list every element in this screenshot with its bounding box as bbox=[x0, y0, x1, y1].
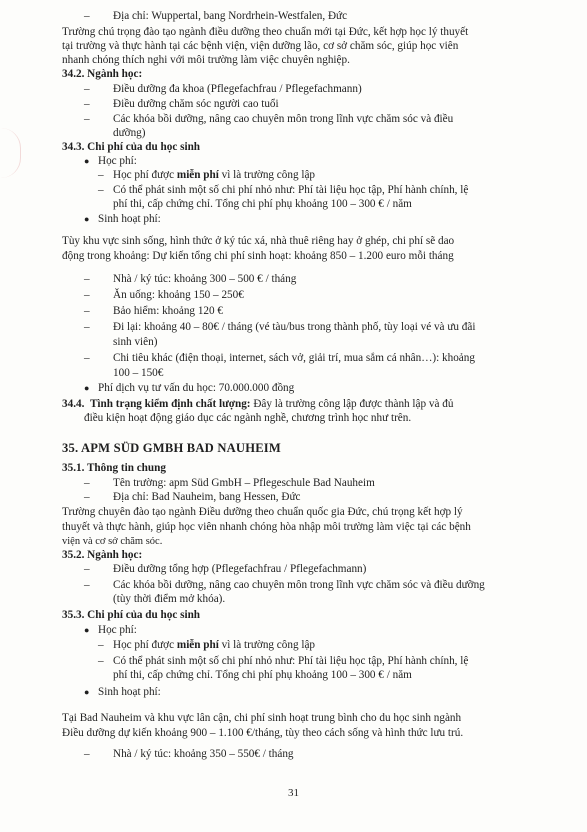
tuition-free: Học phí được miễn phí vì là trường công lập bbox=[113, 169, 316, 181]
bullet: ● bbox=[84, 687, 90, 697]
page-number: 31 bbox=[288, 787, 299, 799]
school-address: Địa chỉ: Bad Nauheim, bang Hessen, Đức bbox=[113, 491, 301, 503]
dash: – bbox=[84, 579, 90, 591]
section-heading: 35.1. Thông tin chung bbox=[62, 462, 166, 474]
list-item: dưỡng) bbox=[113, 127, 146, 139]
section-heading: 35.2. Ngành học: bbox=[62, 549, 143, 561]
fees-text: phí thi, cấp chứng chỉ. Tổng chi phí phụ khoảng 100 – 300 € / năm bbox=[113, 669, 412, 681]
living-text: Tùy khu vực sinh sống, hình thức ở ký túc xá, nhà thuê riêng hay ở ghép, chi phí sẽ dao bbox=[62, 235, 455, 247]
intro-text: thuyết và thực hành, giúp học viên nhanh chóng hòa nhập môi trường làm việc tại các bệnh bbox=[62, 521, 471, 533]
intro-text: nhanh chóng thích nghi với môi trường làm việc chuyên nghiệp. bbox=[62, 54, 350, 66]
fees-text: Có thể phát sinh một số chi phí nhỏ như: Phí tài liệu học tập, Phí hành chính, lệ bbox=[113, 655, 469, 667]
bullet: ● bbox=[84, 156, 90, 166]
label: Sinh hoạt phí: bbox=[98, 213, 161, 225]
living-text: động trong khoảng: Dự kiến tổng chi phí sinh hoạt: khoảng 850 – 1.200 euro mỗi tháng bbox=[62, 250, 454, 262]
dash: – bbox=[84, 10, 90, 22]
list-item: Chi tiêu khác (điện thoại, internet, sách vở, giải trí, mua sắm cá nhân…): khoảng bbox=[113, 352, 475, 364]
fees-text: Có thể phát sinh một số chi phí nhỏ như: Phí tài liệu học tập, Phí hành chính, lệ bbox=[113, 184, 469, 196]
stamp-mark bbox=[0, 128, 21, 178]
list-item: Các khóa bồi dưỡng, nâng cao chuyên môn trong lĩnh vực chăm sóc và điều dưỡng bbox=[113, 579, 485, 591]
section-heading: 34.4. Tình trạng kiểm định chất lượng: Đây là trường công lập được thành lập và đủ bbox=[62, 398, 454, 410]
intro-text: viện và cơ sở chăm sóc. bbox=[62, 536, 163, 547]
dash: – bbox=[84, 321, 90, 333]
list-item: Điều dưỡng tổng hợp (Pflegefachfrau / Pflegefachmann) bbox=[113, 563, 367, 575]
dash: – bbox=[84, 113, 90, 125]
dash: – bbox=[98, 169, 104, 181]
list-item: 100 – 150€ bbox=[113, 367, 164, 379]
list-item: Bảo hiểm: khoảng 120 € bbox=[113, 305, 223, 317]
dash: – bbox=[84, 83, 90, 95]
dash: – bbox=[84, 305, 90, 317]
bullet: ● bbox=[84, 383, 90, 393]
dash: – bbox=[84, 563, 90, 575]
intro-text: Trường chú trọng đào tạo ngành điều dưỡng theo chuẩn mới tại Đức, kết hợp học lý thuyết bbox=[62, 26, 469, 38]
section-heading: 34.3. Chi phí của du học sinh bbox=[62, 141, 201, 153]
chapter-title: 35. APM SÜD GMBH BAD NAUHEIM bbox=[62, 441, 281, 455]
dash: – bbox=[84, 748, 90, 760]
list-item: Nhà / ký túc: khoảng 350 – 550€ / tháng bbox=[113, 748, 294, 760]
intro-text: Trường chuyên đào tạo ngành Điều dưỡng theo chuẩn quốc gia Đức, chú trọng kết hợp lý bbox=[62, 506, 463, 518]
section-heading: 34.2. Ngành học: bbox=[62, 68, 143, 80]
dash: – bbox=[98, 184, 104, 196]
list-item: (tùy thời điểm mở khóa). bbox=[113, 593, 226, 605]
address-line: Địa chỉ: Wuppertal, bang Nordrhein-Westfalen, Đức bbox=[113, 10, 348, 22]
dash: – bbox=[84, 273, 90, 285]
list-item: sinh viên) bbox=[113, 336, 158, 348]
consult-fee: Phí dịch vụ tư vấn du học: 70.000.000 đồng bbox=[98, 382, 295, 394]
list-item: Điều dưỡng chăm sóc người cao tuổi bbox=[113, 98, 279, 110]
dash: – bbox=[84, 98, 90, 110]
living-text: Tại Bad Nauheim và khu vực lân cận, chi phí sinh hoạt trung bình cho du học sinh ngành bbox=[62, 712, 462, 724]
list-item: Điều dưỡng đa khoa (Pflegefachfrau / Pflegefachmann) bbox=[113, 83, 362, 95]
dash: – bbox=[98, 639, 104, 651]
dash: – bbox=[98, 655, 104, 667]
bullet: ● bbox=[84, 625, 90, 635]
list-item: Các khóa bồi dưỡng, nâng cao chuyên môn trong lĩnh vực chăm sóc và điều bbox=[113, 113, 454, 125]
list-item: Nhà / ký túc: khoảng 300 – 500 € / tháng bbox=[113, 273, 297, 285]
label: Học phí: bbox=[98, 624, 137, 636]
bullet: ● bbox=[84, 214, 90, 224]
section-heading: 35.3. Chi phí của du học sinh bbox=[62, 609, 201, 621]
label: Học phí: bbox=[98, 155, 137, 167]
list-item: Đi lại: khoảng 40 – 80€ / tháng (vé tàu/bus trong thành phố, tùy loại vé và ưu đãi bbox=[113, 321, 476, 333]
tuition-free: Học phí được miễn phí vì là trường công lập bbox=[113, 639, 316, 651]
dash: – bbox=[84, 289, 90, 301]
dash: – bbox=[84, 491, 90, 503]
dash: – bbox=[84, 352, 90, 364]
dash: – bbox=[84, 477, 90, 489]
label: Sinh hoạt phí: bbox=[98, 686, 161, 698]
fees-text: phí thi, cấp chứng chỉ. Tổng chi phí phụ khoảng 100 – 300 € / năm bbox=[113, 198, 412, 210]
intro-text: tại trường và thực hành tại các bệnh viện, viện dưỡng lão, cơ sở chăm sóc, giúp học viên bbox=[62, 40, 459, 52]
living-text: Điều dưỡng dự kiến khoảng 900 – 1.100 €/tháng, tùy theo cách sống và hình thức lưu trú. bbox=[62, 727, 464, 739]
list-item: Ăn uống: khoảng 150 – 250€ bbox=[113, 289, 244, 301]
accreditation-text: điều kiện hoạt động giáo dục các ngành nghề, chương trình học như trên. bbox=[84, 412, 412, 424]
school-name: Tên trường: apm Süd GmbH – Pflegeschule Bad Nauheim bbox=[113, 477, 375, 489]
